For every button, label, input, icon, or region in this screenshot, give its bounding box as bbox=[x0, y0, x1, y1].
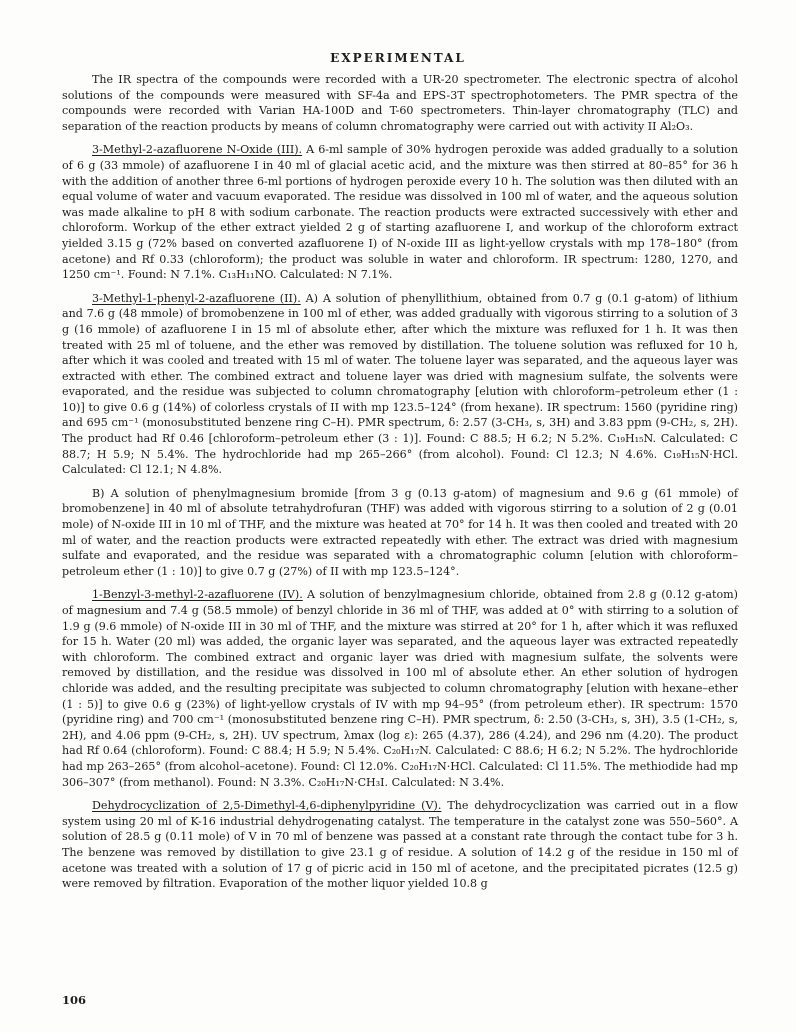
body-text bbox=[62, 72, 738, 892]
paragraph-text: A solution of benzylmagnesium chloride, obtained from 2.8 g (0.12 g-atom) of magnesium and 7.4 g (58.5 mmole) of benzyl chloride in 36 ml of THF, was added at 0° with stirring to a solution of 1.9 g (9.6 mmole) of N-oxide III in 30 ml of THF, and the mixture was stirred at 20° for 1 h, after which it was refluxed for 15 h. Water (20 ml) was added, the organic layer was separated, and the aqueous layer was extracted repeatedly with chloroform. The combined extract and organic layer was dried with magnesium sulfate, the solvents were removed by distillation, and the residue was dissolved in 100 ml of absolute ether. An ether solution of hydrogen chloride was added, and the resulting precipitate was subjected to column chromatography [elution with hexane–ether (1 : 5)] to give 0.6 g (23%) of light-yellow crystals of IV with mp 94–95° (from petroleum ether). IR spectrum: 1570 (pyridine ring) and 700 cm⁻¹ (monosubstituted benzene ring C–H). PMR spectrum, δ: 2.50 (3-CH₃, s, 3H), 3.5 (1-CH₂, s, 2H), and 4.06 ppm (9-CH₂, s, 2H). UV spectrum, λmax (log ε): 265 (4.37), 286 (4.24), and 296 nm (4.20). The product had Rf 0.64 (chloroform). Found: C 88.4; H 5.9; N 5.4%. C₂₀H₁₇N. Calculated: C 88.6; H 6.2; N 5.2%. The hydrochloride had mp 263–265° (from alcohol–acetone). Found: Cl 12.0%. C₂₀H₁₇N·HCl. Calculated: Cl 11.5%. The methiodide had mp 306–307° (from methanol). Found: N 3.3%. C₂₀H₁₇N·CH₃I. Calculated: N 3.4%. bbox=[62, 588, 739, 789]
paragraph-text: B) A solution of phenylmagnesium bromide [from 3 g (0.13 g-atom) of magnesium and 9.6 g (61 mmole) of bromobenzene] in 40 ml of absolute tetrahydrofuran (THF) was added with vigorous stirring to a solution of 2 g (0.01 mole) of N-oxide III in 10 ml of THF, and the mixture was heated at 70° for 14 h. It was then cooled and treated with 20 ml of water, and the reaction products were extracted repeatedly with ether. The extract was dried with magnesium sulfate and evaporated, and the residue was separated with a chromatographic column [elution with chloroform–petroleum ether (1 : 10)] to give 0.7 g (27%) of II with mp 123.5–124°. bbox=[62, 486, 738, 578]
paragraph-compound-iii bbox=[62, 142, 738, 282]
section-heading: EXPERIMENTAL bbox=[330, 51, 466, 65]
compound-heading: 3-Methyl-2-azafluorene N-Oxide (III). bbox=[92, 143, 303, 157]
paragraph-text: A) A solution of phenyllithium, obtained from 0.7 g (0.1 g-atom) of lithium and 7.6 g (48 mmole) of bromobenzene in 100 ml of ether, was added gradually with vigorous stirring to a solution of 3 g (16 mmole) of azafluorene I in 15 ml of absolute ether, after which the mixture was refluxed for 1 h. It was then treated with 25 ml of toluene, and the ether was removed by distillation. The toluene solution was refluxed for 10 h, after which it was cooled and treated with 15 ml of water. The toluene layer was separated, and the aqueous layer was extracted with ether. The combined extract and toluene layer was dried with magnesium sulfate, the solvents were evaporated, and the residue was subjected to column chromatography [elution with chloroform–petroleum ether (1 : 10)] to give 0.6 g (14%) of colorless crystals of II with mp 123.5–124° (from hexane). IR spectrum: 1560 (pyridine ring) and 695 cm⁻¹ (monosubstituted benzene ring C–H). PMR spectrum, δ: 2.57 (3-CH₃, s, 3H) and 3.83 ppm (9-CH₂, s, 2H). The product had Rf 0.46 [chloroform–petroleum ether (3 : 1)]. Found: C 88.5; H 6.2; N 5.2%. C₁₉H₁₅N. Calculated: C 88.7; H 5.9; N 5.4%. The hydrochloride had mp 265–266° (from alcohol). Found: Cl 12.3; N 4.6%. C₁₉H₁₅N·HCl. Calculated: Cl 12.1; N 4.8%. bbox=[62, 291, 738, 477]
paragraph-compound-ii-a bbox=[62, 291, 738, 478]
paragraph-text: The dehydrocyclization was carried out in a flow system using 20 ml of K-16 industrial dehydrogenating catalyst. The temperature in the catalyst zone was 550–560°. A solution of 28.5 g (0.11 mole) of V in 70 ml of benzene was passed at a constant rate through the contact tube for 3 h. The benzene was removed by distillation to give 23.1 g of residue. A solution of 14.2 g of the residue in 150 ml of acetone was treated with a solution of 17 g of picric acid in 150 ml of acetone, and the precipitated picrates (12.5 g) were removed by filtration. Evaporation of the mother liquor yielded 10.8 g bbox=[62, 799, 738, 891]
paragraph-compound-ii-b bbox=[62, 486, 738, 580]
page-number: 106 bbox=[62, 993, 87, 1007]
compound-heading: 3-Methyl-1-phenyl-2-azafluorene (II). bbox=[92, 291, 301, 305]
compound-heading: 1-Benzyl-3-methyl-2-azafluorene (IV). bbox=[92, 588, 303, 602]
paragraph-text: A 6-ml sample of 30% hydrogen peroxide was added gradually to a solution of 6 g (33 mmole) of azafluorene I in 40 ml of glacial acetic acid, and the mixture was then stirred at 80–85° for 36 h with the addition of another three 6-ml portions of hydrogen peroxide every 10 h. The solution was then diluted with an equal volume of water and vacuum evaporated. The residue was dissolved in 100 ml of water, and the aqueous solution was made alkaline to pH 8 with sodium carbonate. The reaction products were extracted successively with ether and chloroform. Workup of the ether extract yielded 2 g of starting azafluorene I, and workup of the chloroform extract yielded 3.15 g (72% based on converted azafluorene I) of N-oxide III as light-yellow crystals with mp 178–180° (from acetone) and Rf 0.33 (chloroform); the product was soluble in water and chloroform. IR spectrum: 1280, 1270, and 1250 cm⁻¹. Found: N 7.1%. C₁₃H₁₁NO. Calculated: N 7.1%. bbox=[62, 143, 738, 282]
paragraph-instruments bbox=[62, 72, 738, 134]
paragraph-text: The IR spectra of the compounds were recorded with a UR-20 spectrometer. The electronic spectra of alcohol solutions of the compounds were measured with SF-4a and EPS-3T spectrophotometers. The PMR spectra of the compounds were recorded with Varian HA-100D and T-60 spectrometers. Thin-layer chromatography (TLC) and separation of the reaction products by means of column chromatography were carried out with activity II Al₂O₃. bbox=[62, 73, 738, 133]
compound-heading: Dehydrocyclization of 2,5-Dimethyl-4,6-diphenylpyridine (V). bbox=[92, 799, 442, 813]
paragraph-dehydrocyclization bbox=[62, 798, 738, 892]
paragraph-compound-iv bbox=[62, 587, 738, 790]
